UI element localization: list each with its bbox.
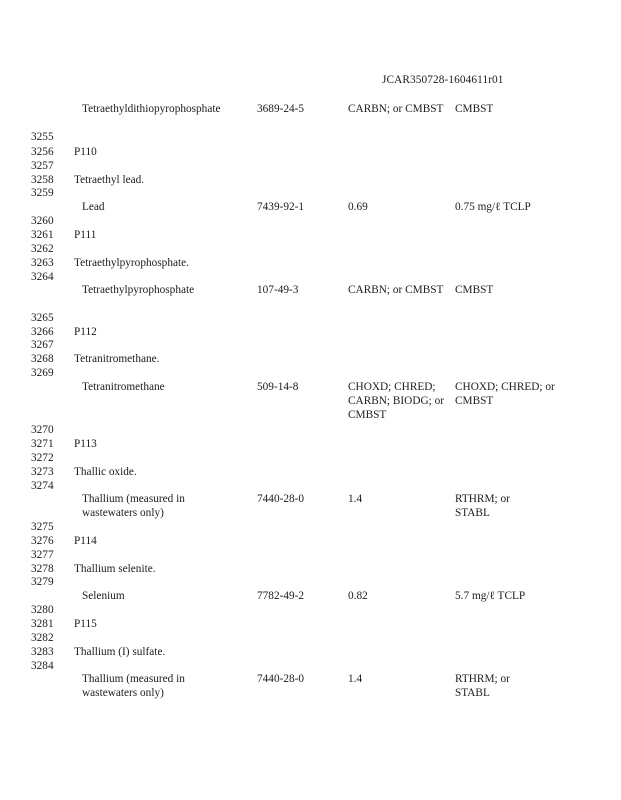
cas-number: 7440-28-0: [257, 673, 305, 685]
wastewater-standard: CHOXD; CHRED; CARBN; BIODG; or CMBST: [348, 381, 445, 421]
nonwastewater-standard: 5.7 mg/ℓ TCLP: [455, 590, 526, 602]
nonwastewater-standard: CMBST: [455, 284, 494, 296]
document-id-header: JCAR350728-1604611r01: [382, 74, 504, 86]
line-number: 3267: [31, 339, 54, 351]
wastewater-standard: CARBN; or CMBST: [348, 284, 444, 296]
line-number: 3268: [31, 353, 54, 365]
cas-number: 107-49-3: [257, 284, 299, 296]
line-number: 3272: [31, 452, 54, 464]
line-number: 3255: [31, 131, 54, 143]
line-number: 3258: [31, 174, 54, 186]
line-number: 3260: [31, 215, 54, 227]
nonwastewater-standard: CMBST: [455, 103, 494, 115]
constituent-name: Thallium (measured in wastewaters only): [82, 493, 185, 519]
waste-code: P110: [74, 146, 97, 158]
line-number: 3271: [31, 438, 54, 450]
waste-description: Tetraethylpyrophosphate.: [74, 257, 189, 269]
line-number: 3265: [31, 312, 54, 324]
line-number: 3279: [31, 576, 54, 588]
line-number: 3273: [31, 466, 54, 478]
line-number: 3269: [31, 367, 54, 379]
line-number: 3264: [31, 271, 54, 283]
constituent-name: Tetraethyldithiopyrophosphate: [82, 103, 221, 115]
wastewater-standard: 1.4: [348, 673, 363, 685]
waste-description: Tetranitromethane.: [74, 353, 160, 365]
line-number: 3256: [31, 146, 54, 158]
constituent-name: Tetraethylpyrophosphate: [82, 284, 195, 296]
line-number: 3274: [31, 480, 54, 492]
line-number: 3283: [31, 646, 54, 658]
line-number: 3282: [31, 632, 54, 644]
line-number: 3263: [31, 257, 54, 269]
line-number: 3284: [31, 660, 54, 672]
wastewater-standard: CARBN; or CMBST: [348, 103, 444, 115]
line-number: 3277: [31, 549, 54, 561]
line-number: 3276: [31, 535, 54, 547]
line-number: 3270: [31, 424, 54, 436]
wastewater-standard: 0.82: [348, 590, 368, 602]
constituent-name: Selenium: [82, 590, 125, 602]
cas-number: 509-14-8: [257, 381, 299, 393]
cas-number: 7440-28-0: [257, 493, 305, 505]
cas-number: 7782-49-2: [257, 590, 305, 602]
waste-description: Tetraethyl lead.: [74, 174, 145, 186]
nonwastewater-standard: 0.75 mg/ℓ TCLP: [455, 201, 531, 213]
line-number: 3257: [31, 160, 54, 172]
waste-description: Thallium (I) sulfate.: [74, 646, 166, 658]
waste-code: P111: [74, 229, 97, 241]
line-number: 3266: [31, 326, 54, 338]
nonwastewater-standard: RTHRM; or STABL: [455, 673, 510, 699]
waste-code: P112: [74, 326, 97, 338]
cas-number: 3689-24-5: [257, 103, 305, 115]
line-number: 3261: [31, 229, 54, 241]
waste-code: P113: [74, 438, 97, 450]
waste-code: P114: [74, 535, 97, 547]
line-number: 3281: [31, 618, 54, 630]
wastewater-standard: 0.69: [348, 201, 368, 213]
constituent-name: Thallium (measured in wastewaters only): [82, 673, 185, 699]
line-number: 3262: [31, 243, 54, 255]
waste-description: Thallic oxide.: [74, 466, 137, 478]
line-number: 3280: [31, 604, 54, 616]
line-number: 3278: [31, 563, 54, 575]
waste-code: P115: [74, 618, 97, 630]
constituent-name: Lead: [82, 201, 105, 213]
line-number: 3275: [31, 521, 54, 533]
wastewater-standard: 1.4: [348, 493, 363, 505]
constituent-name: Tetranitromethane: [82, 381, 165, 393]
cas-number: 7439-92-1: [257, 201, 305, 213]
nonwastewater-standard: RTHRM; or STABL: [455, 493, 510, 519]
nonwastewater-standard: CHOXD; CHRED; or CMBST: [455, 381, 555, 407]
line-number: 3259: [31, 187, 54, 199]
waste-description: Thallium selenite.: [74, 563, 156, 575]
